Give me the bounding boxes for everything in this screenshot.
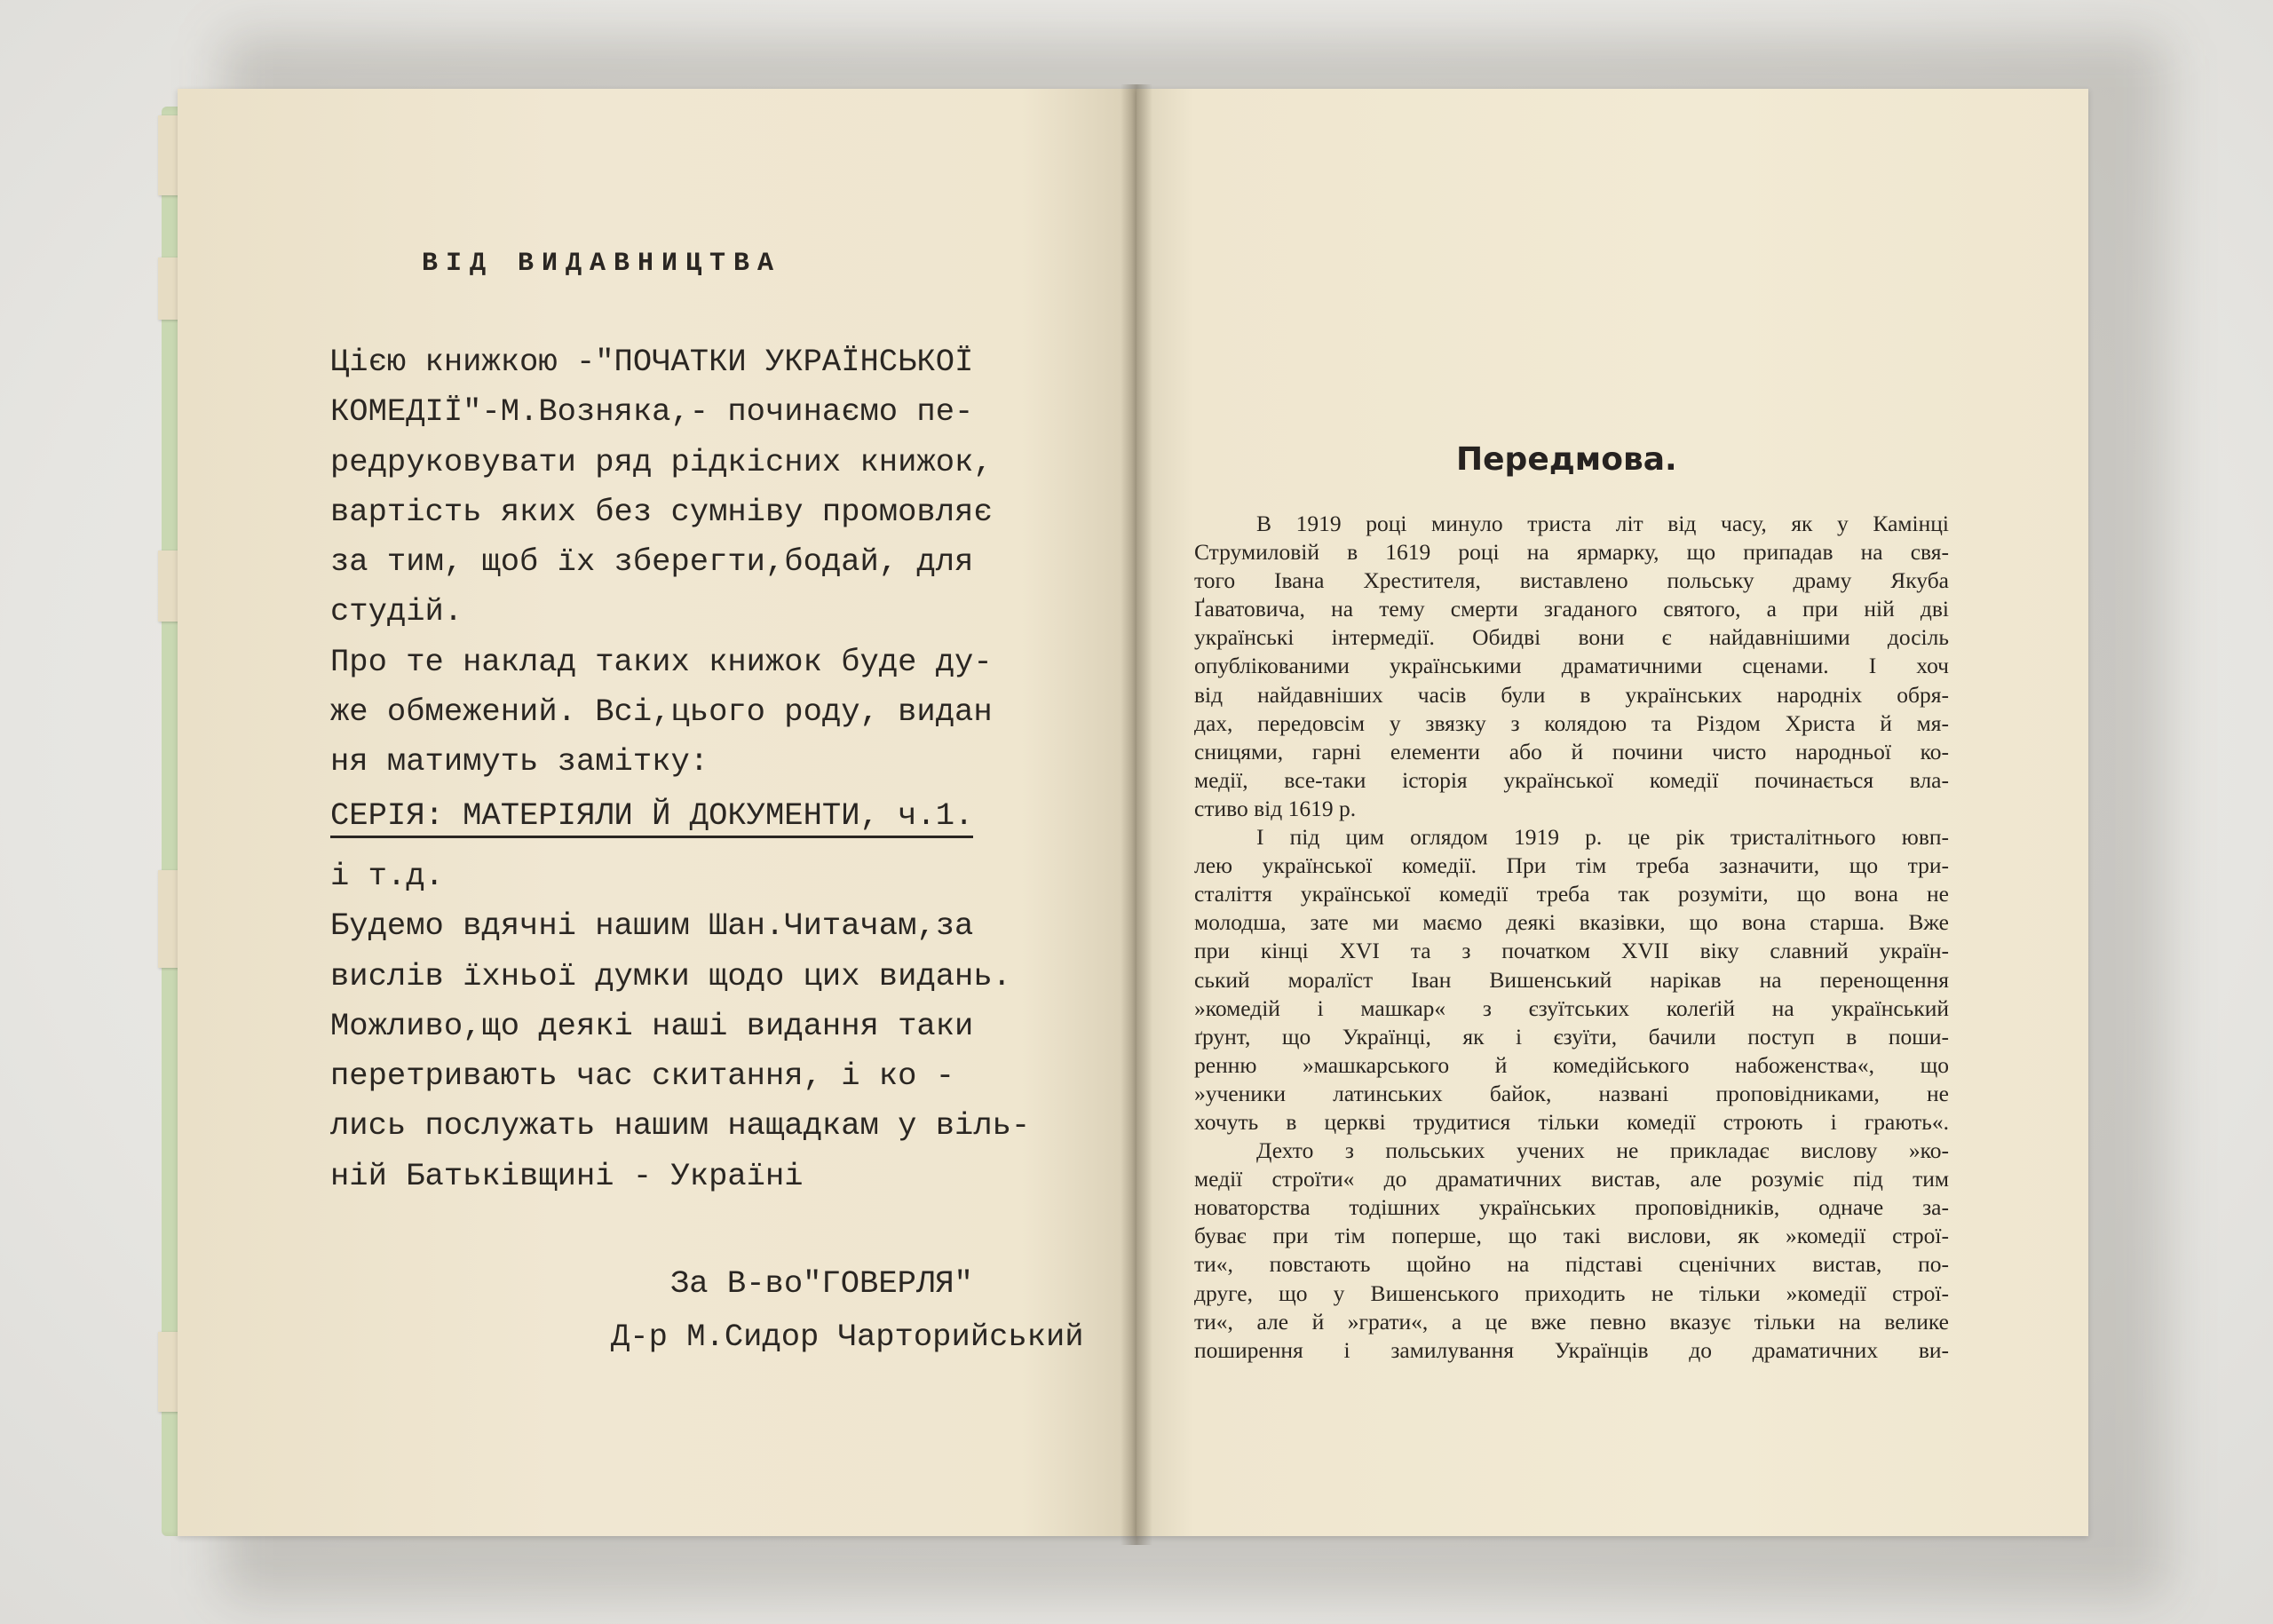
text-line: дах, передовсім у звязку з колядою та Різдом Христа й мя- [1194, 709, 1949, 736]
right-page-body [1194, 510, 1949, 1365]
text-line: Ґаватовича, на тему смерти згаданого святого, а при ній дві [1194, 596, 1949, 622]
text-line: сталіття української комедії треба так розуміти, що вона не [1194, 881, 1949, 907]
book-gutter [1121, 84, 1152, 1545]
text-line: від найдавніших часів були в українських народніх обря- [1194, 681, 1949, 708]
text-line: редруковувати ряд рідкісних книжок, [330, 443, 993, 480]
signature-name: Д-р М.Сидор Чарторийський [611, 1319, 1084, 1355]
text-line: того Івана Хрестителя, виставлено польську драму Якуба [1194, 567, 1949, 594]
text-line: і т.д. [330, 857, 444, 894]
text-line: українські інтермедії. Обидві вони є найдавнішими досіль [1194, 624, 1949, 651]
text-line: І під цим оглядом 1919 р. це рік тристалітнього ювп- [1256, 824, 1949, 851]
text-line: при кінці XVI та з початком XVII віку славний україн- [1194, 938, 1949, 964]
text-line: буває при тім поперше, що такі вислови, як »комедії строї- [1194, 1223, 1949, 1249]
signature-publisher: За В-во"ГОВЕРЛЯ" [670, 1265, 973, 1302]
text-line: хочуть в церкві трудитися тільки комедії строють і грають«. [1194, 1108, 1949, 1135]
text-line: ти«, повстають щойно на підставі сценічних вистав, по- [1194, 1251, 1949, 1278]
text-line: поширення і замилування Українців до драматичних ви- [1194, 1336, 1949, 1363]
text-line: Дехто з польських учених не прикладає вислову »ко- [1256, 1137, 1949, 1164]
text-line: ній Батьківщині - Україні [330, 1157, 804, 1194]
text-line: вислів їхньої думки щодо цих видань. [330, 957, 1011, 994]
text-line: ня матимуть замітку: [330, 743, 709, 780]
text-line: Можливо,що деякі наші видання таки [330, 1007, 974, 1044]
text-line: лись послужать нашим нащадкам у віль- [330, 1107, 1031, 1145]
text-line: ти«, але й »грати«, а це вже певно вказує тільки на велике [1194, 1308, 1949, 1335]
left-page-heading: ВІД ВИДАВНИЦТВА [422, 249, 782, 279]
text-line: »ученики латинських байок, названі проповідниками, не [1194, 1080, 1949, 1106]
text-line: за тим, щоб їх зберегти,бодай, для [330, 543, 974, 581]
left-page-body [330, 337, 1112, 1201]
text-line: медії, все-таки історія української комедії починається вла- [1194, 766, 1949, 793]
text-line: КОМЕДІЇ"-М.Возняка,- починаємо пе- [330, 393, 974, 431]
series-text: СЕРІЯ: МАТЕРІЯЛИ Й ДОКУМЕНТИ, ч.1. [330, 797, 973, 838]
text-line: медії строїти« до драматичних вистав, але розуміє під тим [1194, 1166, 1949, 1192]
text-line: ґрунт, що Українці, як і єзуїти, бачили поступ в поши- [1194, 1023, 1949, 1050]
text-line: друге, що у Вишенського приходить не тільки »комедії строї- [1194, 1279, 1949, 1306]
text-line: ренню »машкарського й комедійського набоженства«, що [1194, 1051, 1949, 1078]
text-line: перетривають час скитання, і ко - [330, 1058, 955, 1095]
text-line: Цією книжкою -"ПОЧАТКИ УКРАЇНСЬКОЇ [330, 344, 974, 380]
text-line: В 1919 році минуло триста літ від часу, як у Камінці [1256, 511, 1949, 536]
right-page-heading: Передмова. [1456, 441, 1677, 478]
text-line: сницями, гарні елементи або й почини чисто народньої ко- [1194, 738, 1949, 764]
series-line [330, 791, 1112, 841]
text-line: же обмежений. Всі,цього роду, видан [330, 693, 993, 731]
text-line: Про те наклад таких книжок буде ду- [330, 643, 993, 680]
text-line: »комедій і машкар« з єзуїтських колеґій на український [1194, 994, 1949, 1021]
text-line: новаторства тодішних українських проповідників, одначе за- [1194, 1194, 1949, 1221]
text-line: ський моралїст Іван Вишенський нарікав на перенощення [1194, 966, 1949, 993]
text-line: Струмиловій в 1619 році на ярмарку, що припадав на свя- [1194, 539, 1949, 566]
text-line: молодша, зате ми маємо деякі вказівки, що вона старша. Вже [1194, 909, 1949, 936]
text-line: стиво від 1619 р. [1194, 795, 1357, 821]
text-line: вартість яких без сумніву промовляє [330, 493, 993, 530]
text-line: лею української комедії. При тім треба зазначити, що три- [1194, 852, 1949, 879]
text-line: студій. [330, 593, 463, 630]
text-line: опублікованими українськими драматичними сценами. І хоч [1194, 653, 1949, 679]
text-line: Будемо вдячні нашим Шан.Читачам,за [330, 907, 974, 945]
